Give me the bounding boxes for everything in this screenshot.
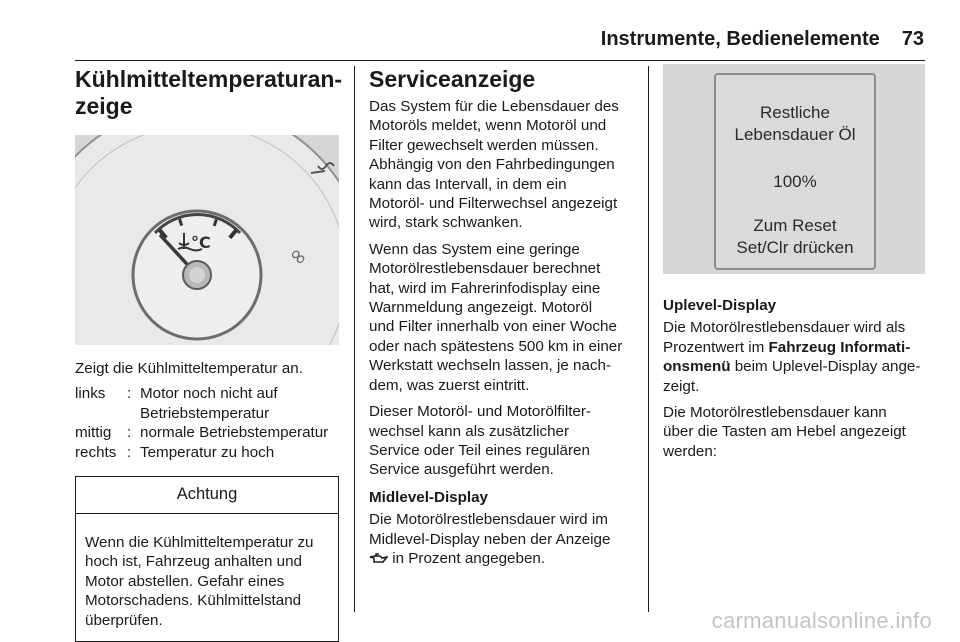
caution-box (75, 476, 339, 642)
header-rule (75, 60, 925, 61)
column-coolant (75, 62, 343, 642)
coolant-intro: Zeigt die Kühlmitteltemperatur an. (75, 360, 303, 377)
list-item: mittig : normale Betriebstemperatur (75, 424, 329, 442)
page-header (601, 28, 924, 51)
page-number: 73 (901, 28, 924, 50)
display-screen: Restliche Lebensdauer Öl 100% Zum Reset Set/Clr drücken (714, 73, 876, 270)
column-service (369, 62, 633, 568)
watermark: carmanualsonline.info (711, 608, 932, 633)
oil-life-percent: 100% (773, 172, 817, 191)
column-uplevel (663, 62, 925, 461)
column-divider-1 (354, 66, 355, 612)
coolant-heading: Kühlmitteltemperaturan- zeige (75, 66, 343, 119)
coolant-position-list (75, 384, 339, 462)
service-heading: Serviceanzeige (369, 66, 536, 92)
caution-title: Achtung (76, 477, 338, 514)
svg-text:∞: ∞ (282, 241, 314, 273)
service-paragraph-3: Dieser Motoröl- und Motorölfilter- wechsel kann als zusätzlicher Service oder Teil eines regulären Service ausgeführt werden. (369, 403, 591, 479)
section-title: Instrumente, Bedienelemente (600, 28, 880, 50)
uplevel-paragraph-2: Die Motorölrestlebensdauer kann über die Tasten am Hebel angezeigt werden: (663, 404, 906, 460)
coolant-gauge-illustration (75, 135, 339, 345)
column-divider-2 (648, 66, 649, 612)
oil-can-icon (369, 553, 388, 564)
uplevel-paragraph-1: Die Motorölrestlebensdauer wird als Prozentwert im Fahrzeug Informati- onsmenü beim Uplevel-Display ange- zeigt. (663, 319, 921, 395)
service-paragraph-2: Wenn das System eine geringe Motorölrestlebensdauer berechnet hat, wird im Fahrerinfodisplay eine Warnmeldung angezeigt. Motoröl und Filter innerhalb von einer Woche oder nach spätestens 500 km in einer Werkstatt wechseln lassen, je nach- dem, was zuerst eintritt. (369, 240, 623, 394)
oil-life-display-illustration (663, 64, 925, 274)
caution-text: Wenn die Kühlmitteltemperatur zu hoch ist, Fahrzeug anhalten und Motor abstellen. Gefahr eines Motorschadens. Kühlmittelstand überprüfen. (85, 534, 314, 629)
list-item: links : Motor noch nicht auf Betriebstemperatur (75, 385, 278, 422)
service-paragraph-1: Das System für die Lebensdauer des Motoröls meldet, wenn Motoröl und Filter gewechselt werden müssen. Abhängig von den Fahrbedingungen kann das Intervall, in dem ein Motoröl- und Filterwechsel angezeigt wird, stark schwanken. (369, 98, 619, 232)
uplevel-subheading: Uplevel-Display (663, 297, 777, 314)
midlevel-paragraph: Die Motorölrestlebensdauer wird im Midlevel-Display neben der Anzeige in Prozent angegeben. (369, 511, 611, 567)
list-item: rechts : Temperatur zu hoch (75, 443, 275, 461)
gauge-symbol: °C (191, 233, 211, 252)
midlevel-subheading: Midlevel-Display (369, 488, 489, 506)
